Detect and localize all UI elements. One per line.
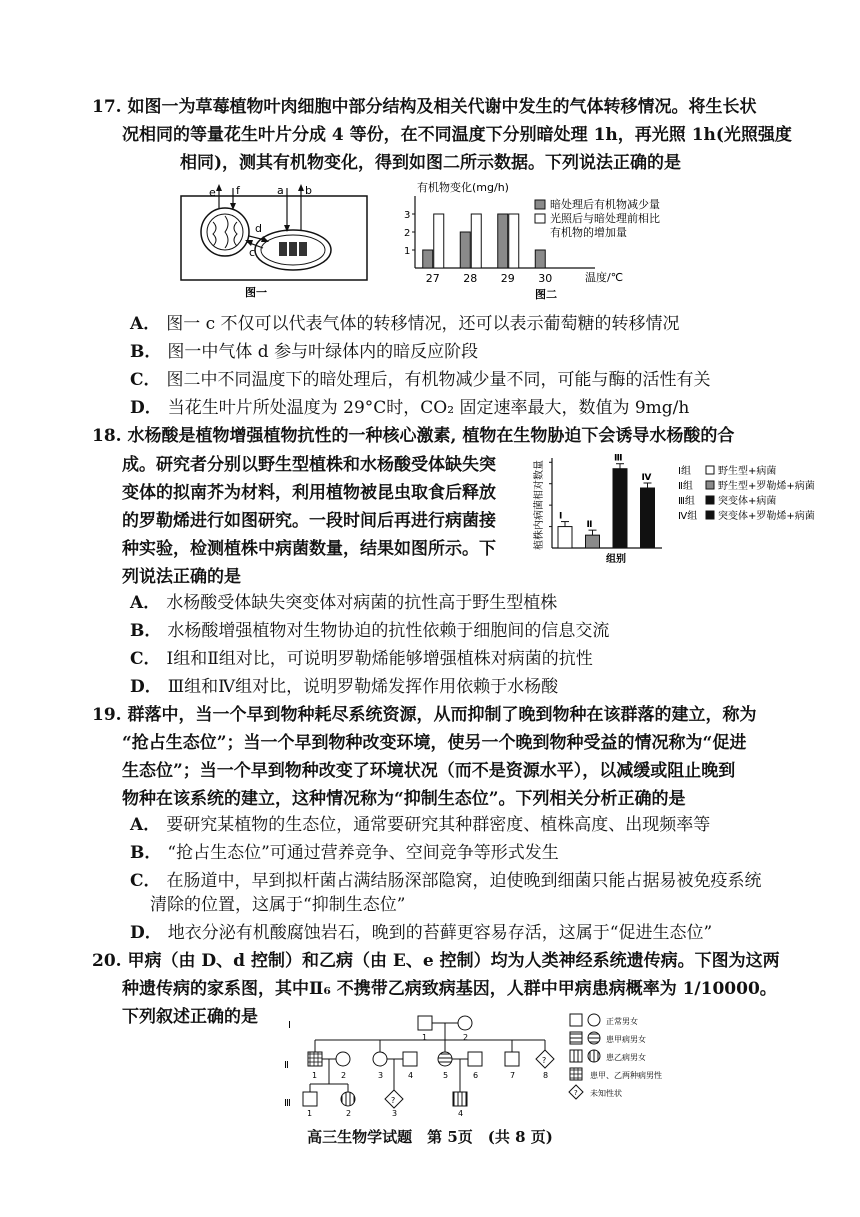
q17-option-c: C． 图二中不同温度下的暗处理后，有机物减少量不同，可能与酶的活性有关 <box>130 370 711 390</box>
svg-text:1: 1 <box>312 1071 318 1080</box>
q18-bar-chart <box>528 452 833 566</box>
figure-2-caption: 图二 <box>535 288 557 301</box>
gen-label-1: Ⅰ <box>288 1020 291 1031</box>
svg-text:1: 1 <box>307 1109 313 1118</box>
page-footer: 高三生物学试题 第 5页 (共 8 页) <box>307 1128 553 1146</box>
chart3-legend-label: 野生型+罗勒烯+病菌 <box>718 481 815 492</box>
label-b: b <box>305 184 312 197</box>
chart3-legend-swatch <box>706 466 714 474</box>
q19-line-4: 物种在该系统的建立，这种情况称为“抑制生态位”。下列相关分析正确的是 <box>122 789 686 809</box>
q17-line-1: 17. 如图一为草莓植物叶肉细胞中部分结构及相关代谢中发生的气体转移情况。将生长状 <box>92 97 757 117</box>
gen-label-2: Ⅱ <box>284 1060 289 1071</box>
chart2-xlabel: 温度/℃ <box>585 271 624 284</box>
q19-option-d: D． 地衣分泌有机酸腐蚀岩石，晚到的苔藓更容易存活，这属于“促进生态位” <box>130 923 713 943</box>
chart2-ytick-label: 1 <box>404 246 411 257</box>
svg-text:?: ? <box>391 1096 396 1105</box>
chart3-xlabel: 组别 <box>606 554 626 565</box>
chart2-legend-3: 有机物的增加量 <box>550 226 627 239</box>
q20-line-1: 20. 甲病（由 D、d 控制）和乙病（由 E、e 控制）均为人类神经系统遗传病。下图为这两 <box>92 951 780 971</box>
q17-option-b: B． 图一中气体 d 参与叶绿体内的暗反应阶段 <box>130 342 479 362</box>
chart2-xtick-label: 30 <box>538 272 553 285</box>
legend-disease-b: 患乙病男女 <box>606 1053 646 1062</box>
q18-option-d: D． Ⅲ组和Ⅳ组对比，说明罗勒烯发挥作用依赖于水杨酸 <box>130 677 559 697</box>
chart2-ytick-label: 3 <box>404 210 411 221</box>
gen-label-3: Ⅲ <box>284 1098 291 1109</box>
q19-option-c-cont: 清除的位置，这属于“抑制生态位” <box>150 895 406 915</box>
chart3-bar-label: Ⅲ <box>614 453 623 464</box>
chart2-bar <box>460 232 470 268</box>
chart3-bar-label: Ⅰ <box>559 511 563 522</box>
chart3-legend-label: 突变体+病菌 <box>718 496 777 507</box>
chart2-xtick-label: 28 <box>463 272 478 285</box>
svg-text:3: 3 <box>378 1071 384 1080</box>
q19-line-1: 19. 群落中，当一个早到物种耗尽系统资源，从而抑制了晚到物种在该群落的建立，称为 <box>92 705 757 725</box>
q18-line-5: 种实验，检测植株中病菌数量，结果如图所示。下 <box>122 539 496 559</box>
legend-both: 患甲、乙两种病男性 <box>590 1071 662 1080</box>
q20-line-2: 种遗传病的家系图，其中Ⅱ₆ 不携带乙病致病基因，人群中甲病患病概率为 1/10000。 <box>122 979 777 999</box>
chart2-bar <box>434 214 444 268</box>
chart3-legend-swatch <box>706 496 714 504</box>
figure-1-cell-diagram <box>175 182 375 302</box>
q17-line-3: 相同)，测其有机物变化，得到如图二所示数据。下列说法正确的是 <box>180 153 682 173</box>
svg-text:6: 6 <box>473 1071 479 1080</box>
chart3-legend-group: Ⅳ组 <box>678 511 698 522</box>
figure-1-caption: 图一 <box>245 286 267 299</box>
chart3-legend-group: Ⅰ组 <box>678 466 691 477</box>
chart3-legend-group: Ⅱ组 <box>678 481 693 492</box>
svg-text:4: 4 <box>408 1071 414 1080</box>
chart3-legend-label: 野生型+病菌 <box>718 466 777 477</box>
legend-normal: 正常男女 <box>606 1017 638 1026</box>
legend-unknown: 未知性状 <box>590 1089 622 1098</box>
chart2-bar <box>423 250 433 268</box>
svg-text:?: ? <box>542 1056 547 1065</box>
svg-text:2: 2 <box>341 1071 347 1080</box>
chart3-bar <box>586 535 600 548</box>
chart2-bar <box>535 250 545 268</box>
label-c: c <box>249 246 256 259</box>
q18-option-a: A． 水杨酸受体缺失突变体对病菌的抗性高于野生型植株 <box>130 593 558 613</box>
chart3-legend-label: 突变体+罗勒烯+病菌 <box>718 511 815 522</box>
chart3-bar <box>558 527 572 548</box>
chart3-legend-swatch <box>706 511 714 519</box>
q19-option-b: B． “抢占生态位”可通过营养竞争、空间竞争等形式发生 <box>130 843 559 863</box>
q18-option-b: B． 水杨酸增强植物对生物协迫的抗性依赖于细胞间的信息交流 <box>130 621 610 641</box>
chart2-ytick-label: 2 <box>404 228 411 239</box>
label-a: a <box>277 184 284 197</box>
chart2-bar <box>509 214 519 268</box>
q18-line-2: 成。研究者分别以野生型植株和水杨酸受体缺失突 <box>122 455 496 475</box>
q18-line-1: 18. 水杨酸是植物增强植物抗性的一种核心激素, 植物在生物胁迫下会诱导水杨酸的合 <box>92 426 735 446</box>
q18-line-4: 的罗勒烯进行如图研究。一段时间后再进行病菌接 <box>122 511 496 531</box>
q19-line-3: 生态位”；当一个早到物种改变了环境状况（而不是资源水平），以减缓或阻止晚到 <box>122 761 736 781</box>
chart3-legend-swatch <box>706 481 714 489</box>
svg-text:7: 7 <box>510 1071 516 1080</box>
chart2-bar <box>471 214 481 268</box>
svg-text:?: ? <box>574 1089 578 1097</box>
chart2-legend-1: 暗处理后有机物减少量 <box>550 198 660 211</box>
label-f: f <box>236 184 240 197</box>
svg-text:2: 2 <box>463 1033 469 1042</box>
chart3-bar <box>613 469 627 548</box>
chart3-bar-label: Ⅳ <box>641 473 652 483</box>
svg-text:8: 8 <box>543 1071 549 1080</box>
svg-text:4: 4 <box>458 1109 464 1118</box>
chart3-bar <box>641 488 655 548</box>
chart2-xtick-label: 29 <box>500 272 515 285</box>
chart2-xtick-label: 27 <box>425 272 440 285</box>
q17-option-d: D． 当花生叶片所处温度为 29°C时，CO₂ 固定速率最大，数值为 9mg/h <box>130 398 690 418</box>
svg-text:2: 2 <box>346 1109 352 1118</box>
chart2-ylabel: 有机物变化(mg/h) <box>417 181 509 194</box>
chart3-ylabel: 植株内病菌相对数量 <box>534 460 545 550</box>
label-d: d <box>255 222 262 235</box>
chart2-legend-2: 光照后与暗处理前相比 <box>550 212 660 225</box>
chart3-bar-label: Ⅱ <box>586 520 593 531</box>
q18-line-3: 变体的拟南芥为材料，利用植物被昆虫取食后释放 <box>122 483 496 503</box>
q18-line-6: 列说法正确的是 <box>122 567 241 587</box>
q20-line-3: 下列叙述正确的是 <box>122 1007 258 1027</box>
q17-line-2: 况相同的等量花生叶片分成 4 等份，在不同温度下分别暗处理 1h，再光照 1h(光照强度 <box>122 125 792 145</box>
label-e: e <box>209 186 216 199</box>
chart2-bar <box>498 214 508 268</box>
q19-line-2: “抢占生态位”；当一个早到物种改变环境，使另一个晚到物种受益的情况称为“促进 <box>122 733 747 753</box>
svg-text:1: 1 <box>422 1033 428 1042</box>
svg-text:3: 3 <box>392 1109 398 1118</box>
q17-option-a: A． 图一 c 不仅可以代表气体的转移情况，还可以表示葡萄糖的转移情况 <box>130 314 680 334</box>
q19-option-a: A． 要研究某植物的生态位，通常要研究其种群密度、植株高度、出现频率等 <box>130 815 711 835</box>
chart3-legend-group: Ⅲ组 <box>678 496 695 507</box>
q18-option-c: C． Ⅰ组和Ⅱ组对比，可说明罗勒烯能够增强植株对病菌的抗性 <box>130 649 593 669</box>
figure-2-bar-chart <box>395 180 695 304</box>
svg-text:5: 5 <box>443 1071 449 1080</box>
q19-option-c: C． 在肠道中，早到拟杆菌占满结肠深部隐窝，迫使晚到细菌只能占据易被免疫系统 <box>130 871 762 891</box>
legend-disease-a: 患甲病男女 <box>606 1035 646 1044</box>
pedigree-chart <box>280 1012 700 1120</box>
